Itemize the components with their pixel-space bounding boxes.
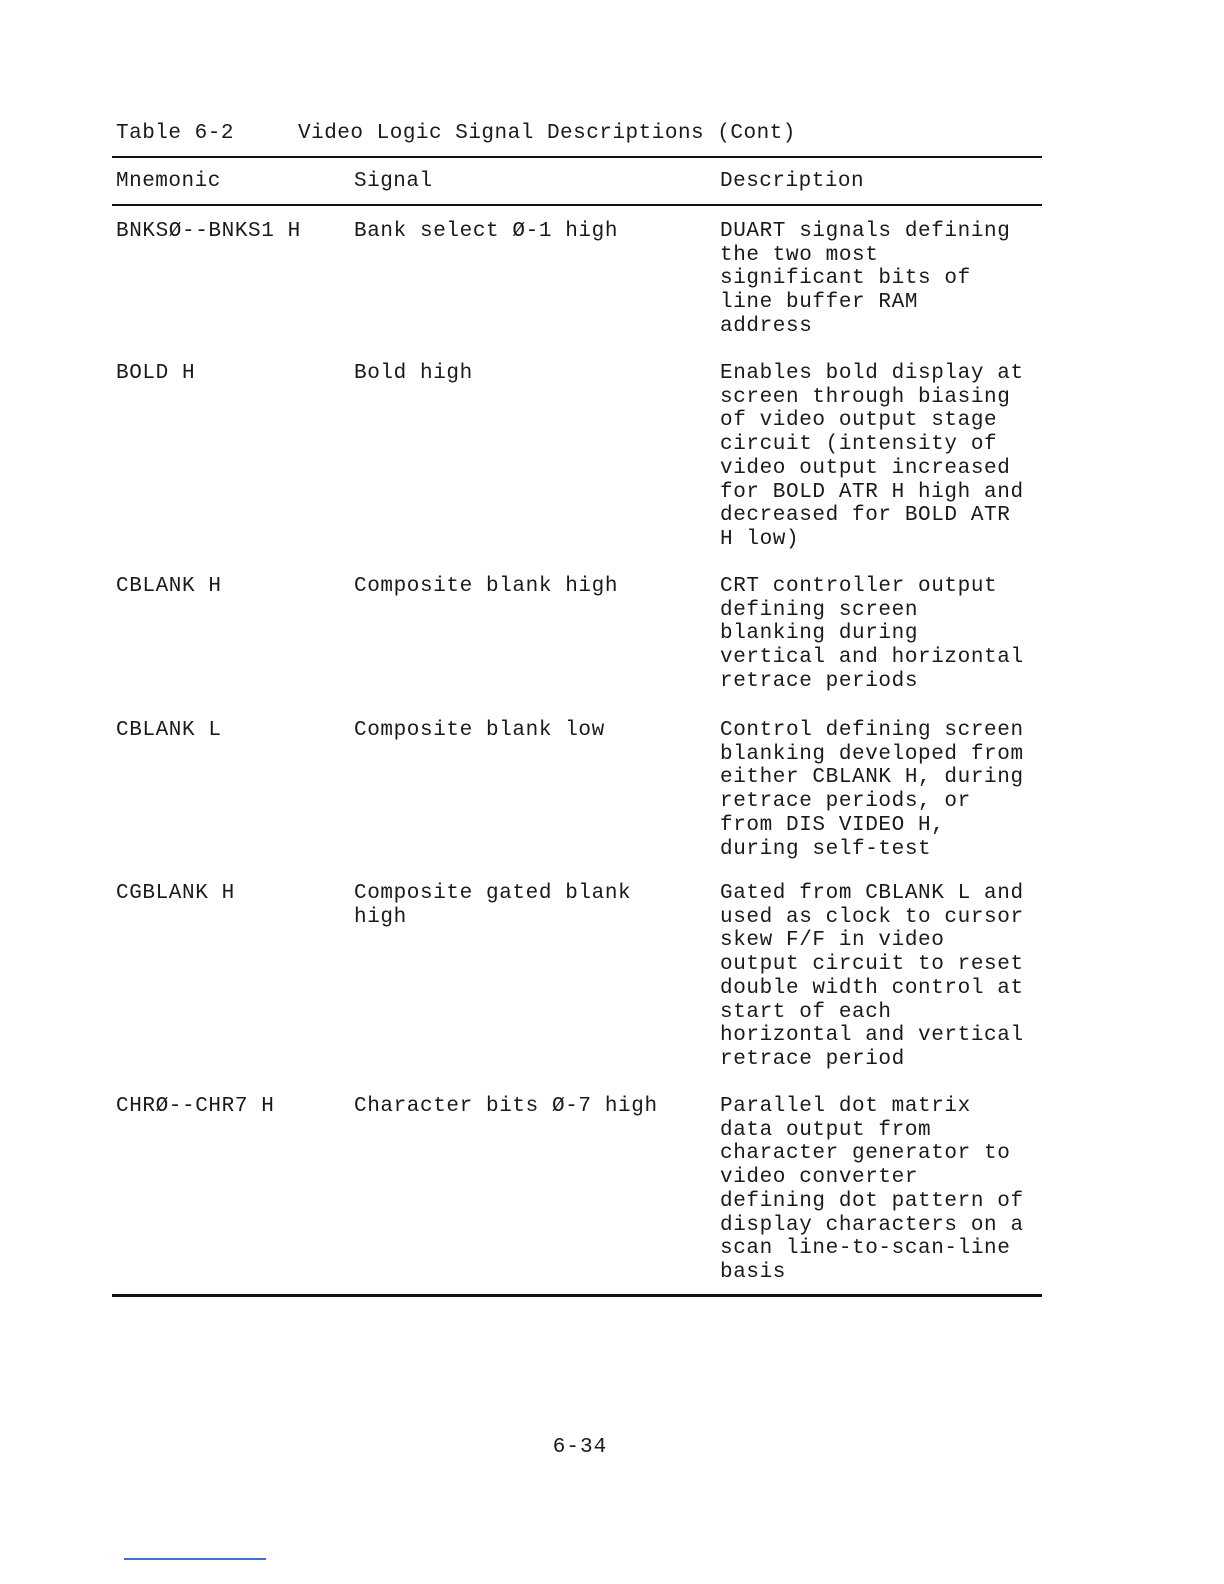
row-description: CRT controller output defining screen blanking during vertical and horizontal retrace periods [720,575,1024,693]
header-description: Description [720,170,865,193]
footer-mark [124,1558,266,1560]
header-rule [112,204,1042,206]
row-mnemonic: BNKSØ--BNKS1 H [116,220,301,243]
row-mnemonic: CGBLANK H [116,882,235,905]
top-rule [112,156,1042,158]
header-signal: Signal [354,170,433,193]
page-number: 6-34 [552,1436,608,1459]
row-signal: Composite blank high [354,575,619,598]
row-signal: Composite blank low [354,719,605,742]
row-signal: Bank select Ø-1 high [354,220,619,243]
row-signal: Character bits Ø-7 high [354,1095,658,1118]
row-description: Control defining screen blanking developed from either CBLANK H, during retrace periods, or from DIS VIDEO H, during self-test [720,719,1024,861]
row-description: DUART signals defining the two most significant bits of line buffer RAM address [720,220,1011,338]
row-signal: Composite gated blank high [354,882,632,929]
row-mnemonic: CBLANK L [116,719,222,742]
row-mnemonic: CHRØ--CHR7 H [116,1095,275,1118]
row-mnemonic: CBLANK H [116,575,222,598]
table-caption: Video Logic Signal Descriptions (Cont) [298,122,796,145]
row-description: Parallel dot matrix data output from character generator to video converter defining dot pattern of display characters on a scan line-to-scan-line basis [720,1095,1024,1284]
row-mnemonic: BOLD H [116,362,196,385]
header-mnemonic: Mnemonic [116,170,221,193]
row-description: Gated from CBLANK L and used as clock to cursor skew F/F in video output circuit to reset double width control at start of each horizontal and vertical retrace period [720,882,1024,1071]
row-description: Enables bold display at screen through biasing of video output stage circuit (intensity of video output increased for BOLD ATR H high and decreased for BOLD ATR H low) [720,362,1024,551]
bottom-rule [112,1294,1042,1297]
table-number: Table 6-2 [116,122,234,145]
row-signal: Bold high [354,362,473,385]
